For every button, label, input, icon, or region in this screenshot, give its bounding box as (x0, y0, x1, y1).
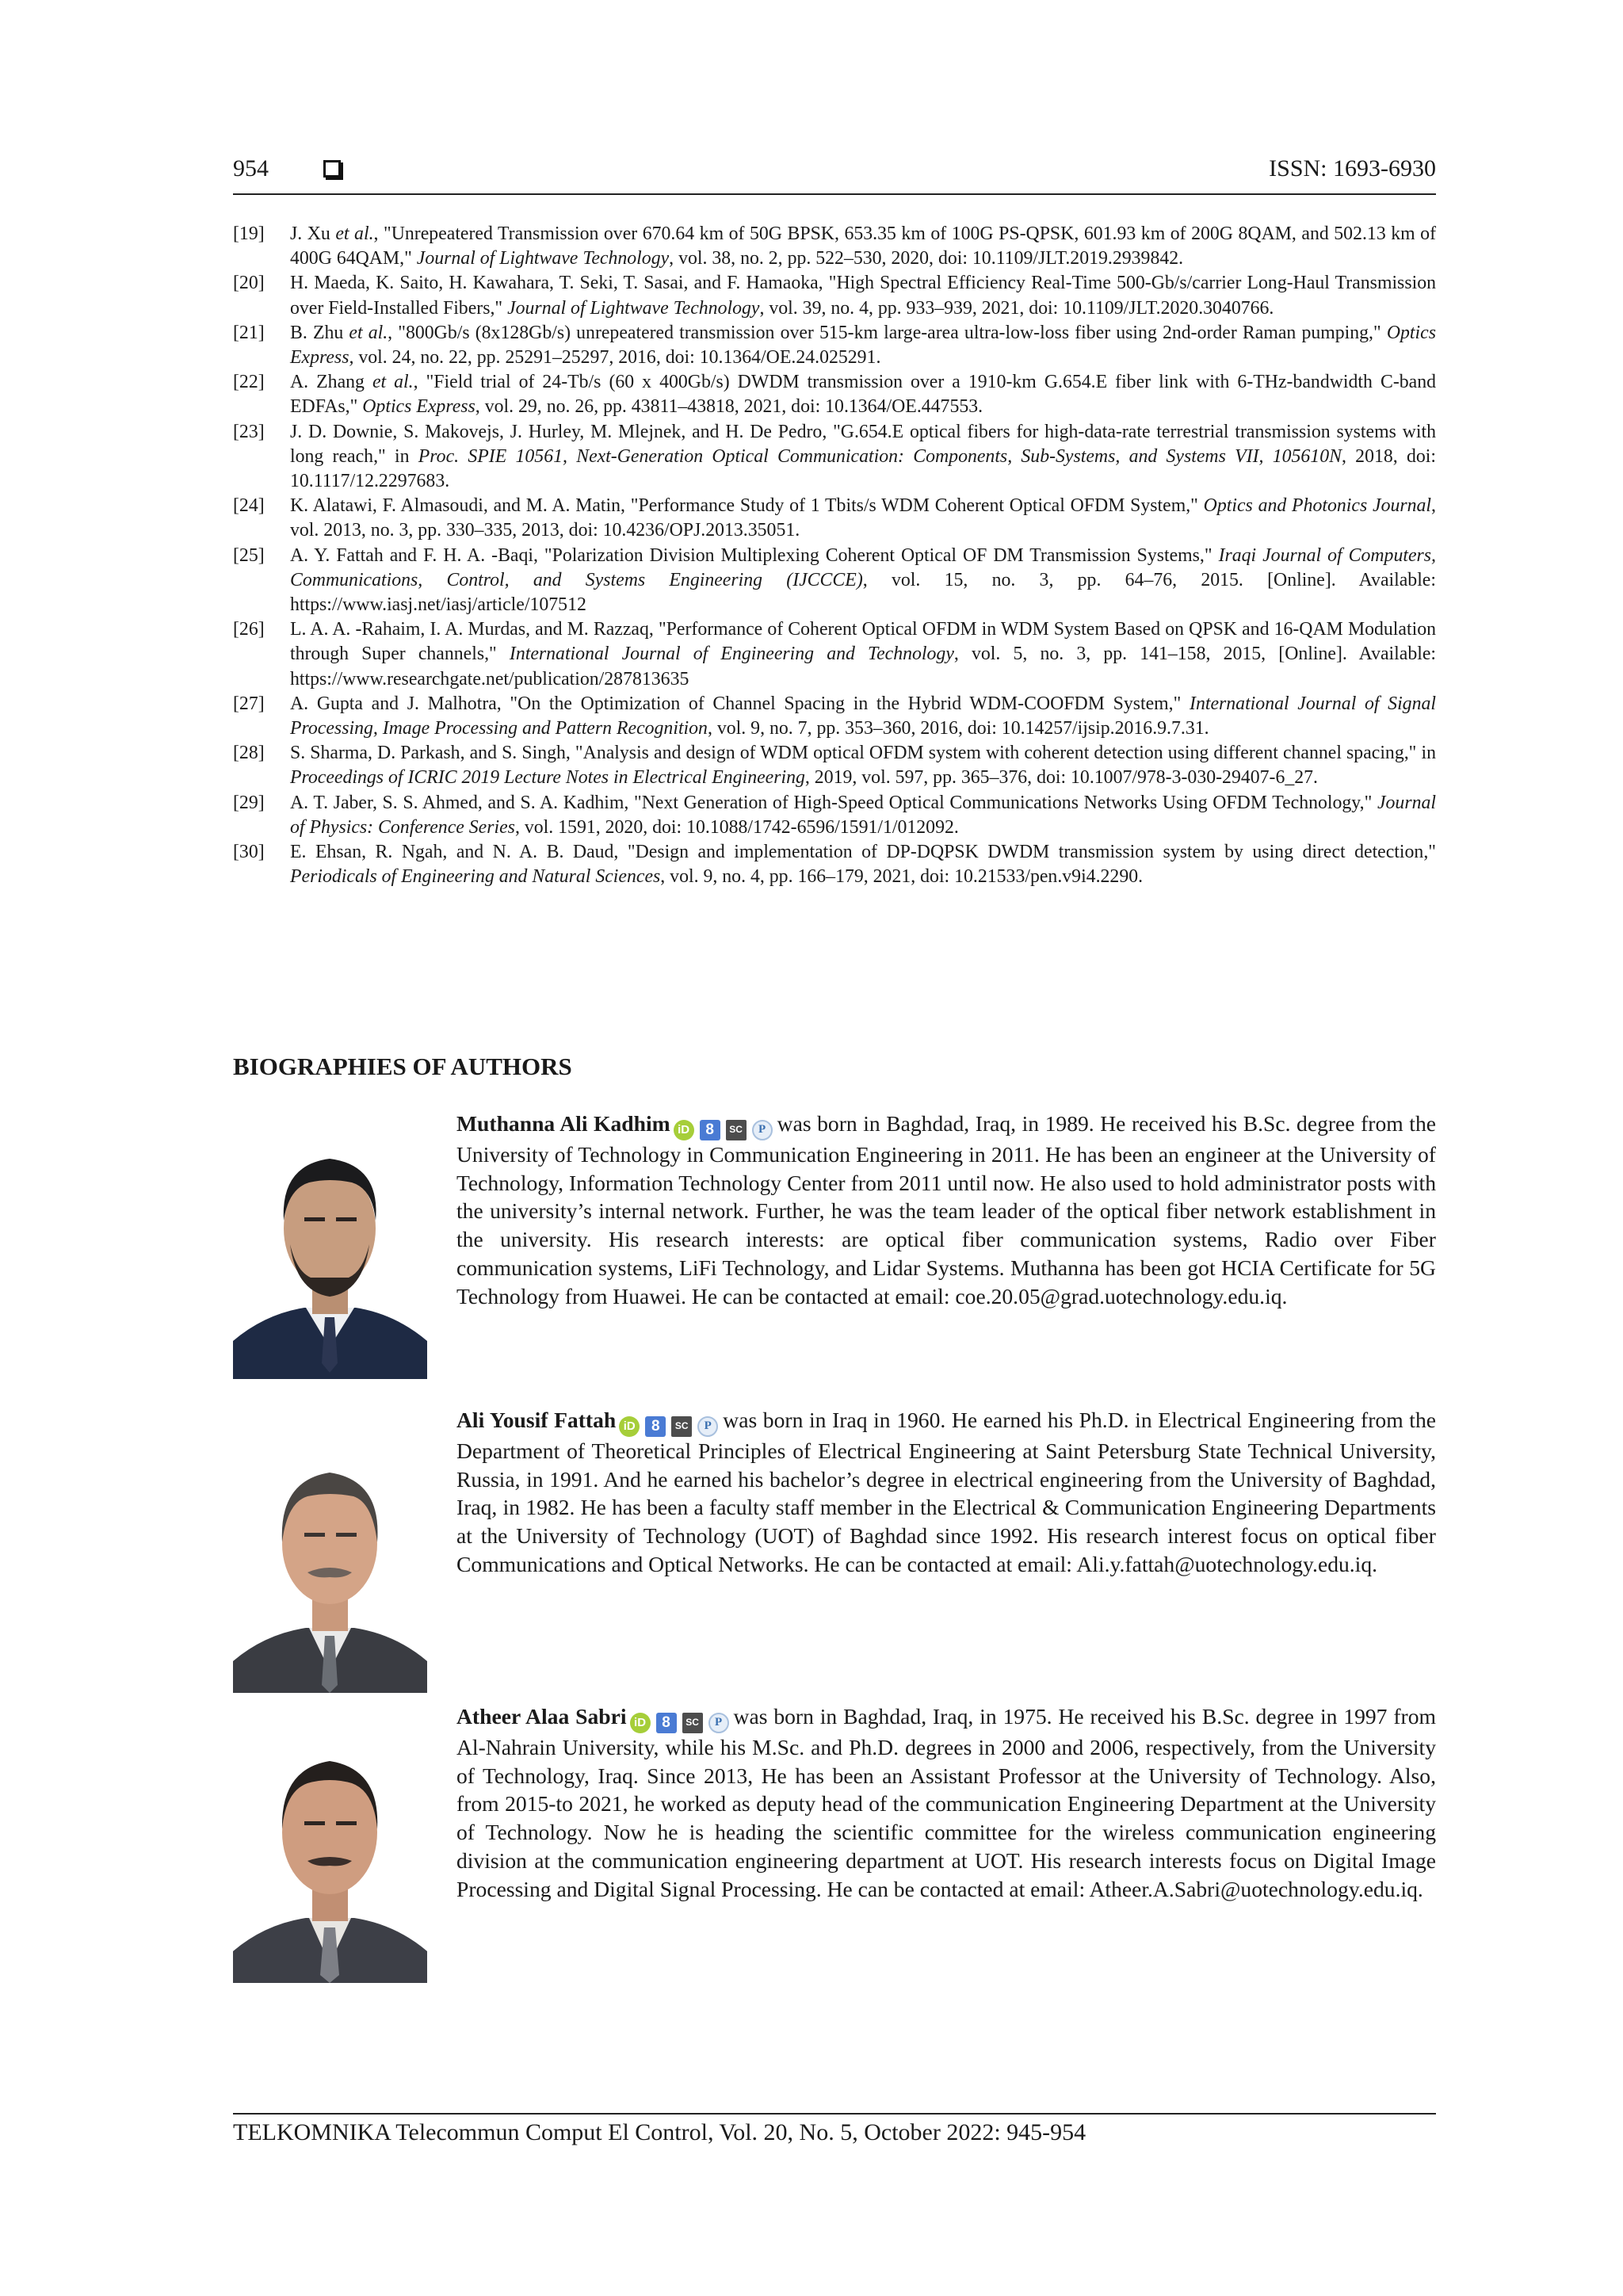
reference-text: E. Ehsan, R. Ngah, and N. A. B. Daud, "Design and implementation of DP-DQPSK DWDM transmission system by using direct detection," Periodicals of Engineering and Natural Sciences, vol. 9, no. 4, pp. 166–179, 2021, doi: 10.21533/pen.v9i4.2290. (290, 842, 1436, 888)
page-number: 954 (233, 155, 269, 181)
reference-item (233, 544, 1436, 618)
author-bio-text: was born in Baghdad, Iraq, in 1975. He received his B.Sc. degree in 1997 from Al-Nahrain University, while his M.Sc. and Ph.D. degrees in 2000 and 2006, respectively, from the University of Technology, Iraq. Since 2013, He has been an Assistant Professor at the University of Technology. Also, from 2015-to 2021, he worked as deputy head of the communication Engineering Department at the University of Technology. Now he is heading the scientific committee for the wireless communication engineering division at the communication engineering department at UOT. His research interests focus on Digital Image Processing and Digital Signal Processing. He can be contacted at email: Atheer.A.Sabri@uotechnology.edu.iq. (456, 1704, 1436, 1901)
scopus-icon[interactable]: SC (671, 1416, 692, 1437)
bio-text (456, 1406, 1436, 1579)
header-rule (233, 193, 1436, 195)
reference-item (233, 617, 1436, 692)
orcid-icon[interactable]: iD (630, 1713, 651, 1733)
issn: ISSN: 1693-6930 (1269, 155, 1436, 181)
reference-number: [30] (233, 842, 265, 863)
bio-text (456, 1702, 1436, 1904)
reference-list (233, 222, 1436, 889)
author-name: Muthanna Ali Kadhim (456, 1111, 670, 1136)
reference-text: B. Zhu et al., "800Gb/s (8x128Gb/s) unrepeatered transmission over 515-km large-area ultra-low-loss fiber using 2nd-order Raman pumping," Optics Express, vol. 24, no. 22, pp. 25291–25297, 2016, doi: 10.1364/OE.24.025291. (290, 322, 1436, 369)
reference-item (233, 271, 1436, 320)
publons-icon[interactable]: P (752, 1120, 773, 1140)
reference-item (233, 420, 1436, 495)
publons-icon[interactable]: P (708, 1713, 729, 1733)
reference-text: K. Alatawi, F. Almasoudi, and M. A. Matin, "Performance Study of 1 Tbits/s WDM Coherent Optical OFDM System," Optics and Photonics Journal, vol. 2013, no. 3, pp. 330–335, 2013, doi: 10.4236/OPJ.2013.35051. (290, 495, 1436, 541)
reference-number: [25] (233, 544, 265, 566)
reference-number: [21] (233, 322, 265, 343)
author-profile-icons (674, 1120, 773, 1140)
reference-number: [24] (233, 495, 265, 517)
reference-text: J. D. Downie, S. Makovejs, J. Hurley, M. Mlejnek, and H. De Pedro, "G.654.E optical fibers for high-data-rate terrestrial transmission systems with long reach," in Proc. SPIE 10561, Next-Generation Optical Communication: Components, Sub-Systems, and Systems VII, 105610N, 2018, doi: 10.1117/12.2297683. (290, 421, 1436, 492)
reference-text: A. T. Jaber, S. S. Ahmed, and S. A. Kadhim, "Next Generation of High-Speed Optical Communications Networks Using OFDM Technology," Journal of Physics: Conference Series, vol. 1591, 2020, doi: 10.1088/1742-6596/1591/1/012092. (290, 792, 1436, 838)
reference-item (233, 692, 1436, 741)
reference-item (233, 222, 1436, 271)
author-bio-text: was born in Baghdad, Iraq, in 1989. He received his B.Sc. degree from the University of Technology in Communication Engineering in 2011. He has been an engineer at the University of Technology, Information Technology Center from 2011 until now. He also used to hold administrator posts with the university’s internal network. Further, he was the team leader of the optical fiber network establishment in the university. His research interests: are optical fiber communication systems, Radio over Fiber communication systems, LiFi Technology, and Lidar Systems. Muthanna has been got HCIA Certificate for 5G Technology from Huawei. He can be contacted at email: coe.20.05@grad.uotechnology.edu.iq. (456, 1111, 1436, 1308)
reference-item (233, 791, 1436, 840)
reference-text: S. Sharma, D. Parkash, and S. Singh, "Analysis and design of WDM optical OFDM system with coherent detection using different channel spacing," in Proceedings of ICRIC 2019 Lecture Notes in Electrical Engineering, 2019, vol. 597, pp. 365–376, doi: 10.1007/978-3-030-29407-6_27. (290, 743, 1436, 789)
reference-text: H. Maeda, K. Saito, H. Kawahara, T. Seki, T. Sasai, and F. Hamaoka, "High Spectral Efficiency Real-Time 500-Gb/s/carrier Long-Haul Transmission over Field-Installed Fibers," Journal of Lightwave Technology, vol. 39, no. 4, pp. 933–939, 2021, doi: 10.1109/JLT.2020.3040766. (290, 273, 1436, 319)
reference-item (233, 494, 1436, 543)
reference-text: J. Xu et al., "Unrepeatered Transmission over 670.64 km of 50G BPSK, 653.35 km of 100G PS-QPSK, 601.93 km of 200G 8QAM, and 502.13 km of 400G 64QAM," Journal of Lightwave Technology, vol. 38, no. 2, pp. 522–530, 2020, doi: 10.1109/JLT.2019.2939842. (290, 223, 1437, 269)
running-header (233, 155, 1436, 195)
author-profile-icons (619, 1416, 718, 1437)
section-heading: BIOGRAPHIES OF AUTHORS (233, 1052, 572, 1080)
bio-text (456, 1110, 1436, 1311)
reference-text: A. Gupta and J. Malhotra, "On the Optimization of Channel Spacing in the Hybrid WDM-COOFDM System," International Journal of Signal Processing, Image Processing and Pattern Recognition, vol. 9, no. 7, pp. 353–360, 2016, doi: 10.14257/ijsip.2016.9.7.31. (290, 693, 1436, 739)
reference-number: [19] (233, 223, 265, 244)
reference-number: [26] (233, 619, 265, 640)
publons-icon[interactable]: P (697, 1416, 718, 1437)
scopus-icon[interactable]: SC (682, 1713, 703, 1733)
reference-text: A. Zhang et al., "Field trial of 24-Tb/s (60 x 400Gb/s) DWDM transmission over a 1910-km G.654.E fiber link with 6-THz-bandwidth C-band EDFAs," Optics Express, vol. 29, no. 26, pp. 43811–43818, 2021, doi: 10.1364/OE.447553. (290, 372, 1436, 418)
reference-number: [29] (233, 792, 265, 813)
scopus-icon[interactable]: SC (726, 1120, 747, 1140)
author-bio-text: was born in Iraq in 1960. He earned his Ph.D. in Electrical Engineering from the Department of Theoretical Principles of Electrical Engineering at Saint Petersburg State Technical University, Russia, in 1991. And he earned his bachelor’s degree in electrical engineering from the University of Baghdad, Iraq, in 1982. He has been a faculty staff member in the Electrical & Communication Engineering Departments at the University of Technology (UOT) of Baghdad since 1992. His research interest focus on optical fiber Communications and Optical Networks. He can be contacted at email: Ali.y.fattah@uotechnology.edu.iq. (456, 1408, 1436, 1577)
author-photo (233, 1713, 427, 1983)
author-name: Ali Yousif Fattah (456, 1408, 617, 1432)
footer-rule (233, 2113, 1436, 2115)
reference-number: [27] (233, 693, 265, 714)
reference-text: L. A. A. -Rahaim, I. A. Murdas, and M. Razzaq, "Performance of Coherent Optical OFDM in WDM System Based on QPSK and 16-QAM Modulation through Super channels," International Journal of Engineering and Technology, vol. 5, no. 3, pp. 141–158, 2015, [Online]. Available: https://www.researchgate.net/publication/287813635 (290, 619, 1437, 690)
running-footer: TELKOMNIKA Telecommun Comput El Control, Vol. 20, No. 5, October 2022: 945-954 (233, 2119, 1086, 2145)
author-photo (233, 1110, 427, 1379)
reference-item (233, 741, 1436, 790)
reference-item (233, 321, 1436, 370)
reference-number: [22] (233, 372, 265, 393)
reference-item (233, 370, 1436, 419)
orcid-icon[interactable]: iD (619, 1416, 640, 1437)
reference-number: [20] (233, 273, 265, 294)
square-bullet-icon (323, 160, 341, 178)
reference-item (233, 840, 1436, 889)
google-scholar-icon[interactable]: 8 (700, 1120, 720, 1140)
reference-number: [28] (233, 743, 265, 764)
author-name: Atheer Alaa Sabri (456, 1704, 627, 1729)
reference-text: A. Y. Fattah and F. H. A. -Baqi, "Polarization Division Multiplexing Coherent Optical OF DM Transmission Systems," Iraqi Journal of Computers, Communications, Control, and Systems Engineering (IJCCCE), vol. 15, no. 3, pp. 64–76, 2015. [Online]. Available: https://www.iasj.net/iasj/article/107512 (290, 544, 1436, 616)
orcid-icon[interactable]: iD (674, 1120, 694, 1140)
google-scholar-icon[interactable]: 8 (656, 1713, 677, 1733)
author-profile-icons (630, 1713, 729, 1733)
google-scholar-icon[interactable]: 8 (645, 1416, 666, 1437)
reference-number: [23] (233, 421, 265, 442)
author-photo (233, 1423, 427, 1693)
